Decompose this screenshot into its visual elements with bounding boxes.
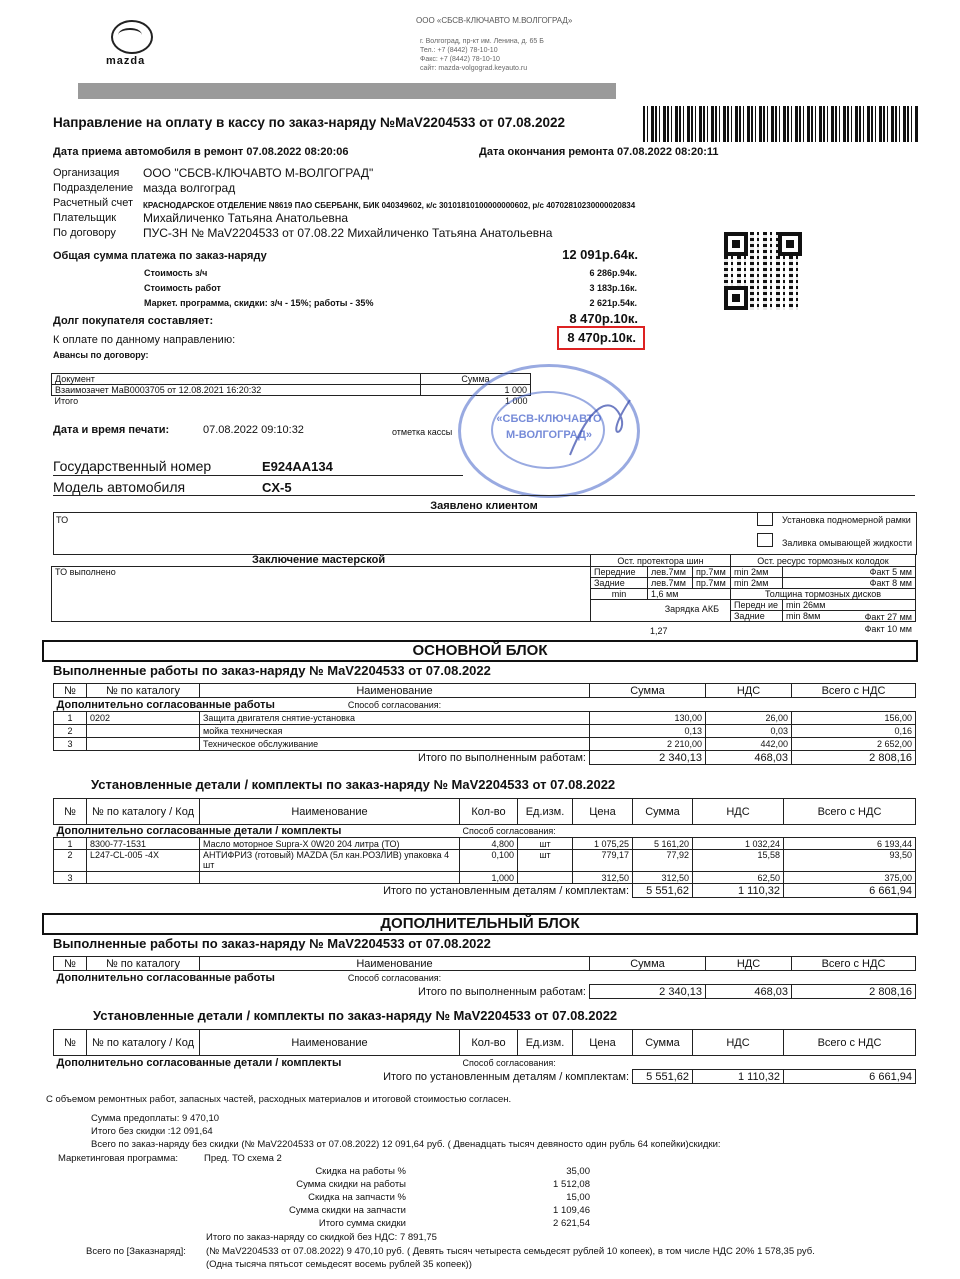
row-qty: 1,000 <box>460 872 518 884</box>
table-row <box>54 712 916 725</box>
col-unit: Ед.изм. <box>518 799 573 825</box>
row-sum: 77,92 <box>633 850 693 872</box>
extra-parts-title: Установленные детали / комплекты по заказ-наряду № MaV2204533 от 07.08.2022 <box>93 1008 618 1023</box>
prepay-text: Сумма предоплаты: 9 470,10 <box>91 1113 220 1124</box>
qr-corner-icon <box>724 232 748 256</box>
row-total: 156,00 <box>792 712 916 725</box>
advances-table <box>51 373 531 407</box>
col-total: Всего с НДС <box>784 1030 916 1056</box>
info-value: ПУС-ЗН № MaV2204533 от 07.08.22 Михайличенко Татьяна Анатольевна <box>143 226 553 240</box>
total-no-discount-text: Всего по заказ-наряду без скидки (№ MaV2204533 от 07.08.2022) 12 091,64 руб. ( Двенадцать тысяч девяносто один рубль 64 копейки)скидки: <box>91 1139 721 1150</box>
info-row <box>53 166 813 181</box>
main-works-title: Выполненные работы по заказ-наряду № MaV2204533 от 07.08.2022 <box>53 663 491 678</box>
disc-front-label: Передн ие <box>731 600 783 611</box>
col-number: № <box>54 799 87 825</box>
model-value: CX-5 <box>262 480 292 495</box>
col-sum: Сумма <box>590 957 706 971</box>
date-finished: Дата окончания ремонта 07.08.2022 08:20:11 <box>479 146 719 158</box>
parts-cost-label: Стоимость з/ч <box>144 268 208 278</box>
col-price: Цена <box>573 1030 633 1056</box>
disc-front-min: min 26мм <box>783 600 916 611</box>
stamp-line-1: «СБСВ-КЛЮЧАВТО <box>496 413 602 425</box>
workshop-title: Заключение мастерской <box>252 554 386 566</box>
check-frame-checkbox[interactable] <box>757 512 773 526</box>
extra-block-title: ДОПОЛНИТЕЛЬНЫЙ БЛОК <box>42 913 918 935</box>
info-value: КРАСНОДАРСКОЕ ОТДЕЛЕНИЕ N8619 ПАО СБЕРБАНК, БИК 040349602, к/с 30101810100000000602, р/с 40702810230000020834 <box>143 201 636 210</box>
marketing-value: Пред. ТО схема 2 <box>204 1153 282 1164</box>
row-name: АНТИФРИЗ (готовый) MAZDA (5л кан.РОЗЛИВ) упаковка 4 шт <box>200 850 460 872</box>
col-catalog: № по каталогу <box>87 684 200 698</box>
workshop-header-spacer <box>52 555 591 567</box>
extra-parts-total-all: 6 661,94 <box>784 1070 916 1084</box>
row-catalog: 8300-77-1531 <box>87 838 200 850</box>
discount-item-value: 1 109,46 <box>553 1205 590 1216</box>
list-item <box>200 1178 592 1191</box>
company-site: сайт: mazda-volgograd.keyauto.ru <box>420 65 528 72</box>
row-vat: 15,58 <box>693 850 784 872</box>
extra-works-table <box>53 956 916 999</box>
col-sum: Сумма <box>633 1030 693 1056</box>
advances-header-doc: Документ <box>52 374 421 385</box>
company-address: г. Волгоград, пр-кт им. Ленина, д. 65 Б <box>420 38 544 45</box>
discounted-no-vat: Итого по заказ-наряду со скидкой без НДС: 7 891,75 <box>206 1232 437 1243</box>
parts-cost-value: 6 286р.94к. <box>589 268 637 278</box>
check-frame-label: Установка подномерной рамки <box>782 515 911 525</box>
col-total: Всего с НДС <box>784 799 916 825</box>
discount-item-label: Итого сумма скидки <box>318 1218 406 1229</box>
agreement-text: С объемом ремонтных работ, запасных частей, расходных материалов и итоговой стоимостью согласен. <box>46 1094 512 1105</box>
mazda-wing-icon <box>118 28 142 42</box>
advances-row-doc: Взаимозачет MaB0003705 от 12.08.2021 16:20:32 <box>52 385 421 396</box>
agreed-works-spacer <box>590 698 916 712</box>
company-phone: Тел.: +7 (8442) 78-10-10 <box>420 47 498 54</box>
extra-parts-total-sum: 5 551,62 <box>633 1070 693 1084</box>
front-label: Передние <box>591 567 648 578</box>
tread-min-label: min <box>591 589 648 600</box>
discount-item-value: 15,00 <box>566 1192 590 1203</box>
info-row <box>53 196 813 211</box>
col-name: Наименование <box>200 957 590 971</box>
main-block-title: ОСНОВНОЙ БЛОК <box>42 640 918 662</box>
discount-item-value: 2 621,54 <box>553 1218 590 1229</box>
col-price: Цена <box>573 799 633 825</box>
row-catalog: L247-CL-005 -4X <box>87 850 200 872</box>
table-row <box>54 725 916 738</box>
main-parts-total-all: 6 661,94 <box>784 884 916 898</box>
print-value: 07.08.2022 09:10:32 <box>203 424 304 436</box>
main-works-total-vat: 468,03 <box>706 751 792 765</box>
advances-total-sum: 1 000 <box>504 396 528 407</box>
signature-icon <box>560 385 640 465</box>
col-vat: НДС <box>693 799 784 825</box>
col-number: № <box>54 957 87 971</box>
akb-value: 1,27 <box>650 626 668 636</box>
col-qty: Кол-во <box>460 799 518 825</box>
col-total: Всего с НДС <box>792 957 916 971</box>
brake-rear-fact: Факт 8 мм <box>783 578 916 589</box>
main-parts-total-label: Итого по установленным деталям / комплектам: <box>383 884 629 897</box>
row-vat: 1 032,24 <box>693 838 784 850</box>
row-price: 779,17 <box>573 850 633 872</box>
row-total: 2 652,00 <box>792 738 916 751</box>
col-number: № <box>54 684 87 698</box>
col-catalog: № по каталогу / Код <box>87 1030 200 1056</box>
tread-front-right: пр.7мм <box>693 567 731 578</box>
list-item <box>200 1204 592 1217</box>
row-name: Защита двигателя снятие-установка <box>200 712 590 725</box>
check-washer-label: Заливка омывающей жидкости <box>782 538 913 548</box>
final-label: Всего по [Заказнаряд]: <box>86 1246 186 1257</box>
main-works-total-label: Итого по выполненным работам: <box>418 751 586 764</box>
extra-works-total-sum: 2 340,13 <box>590 985 706 999</box>
model-label: Модель автомобиля <box>53 479 186 495</box>
main-works-table <box>53 683 916 765</box>
qr-code-icon <box>724 232 802 310</box>
discount-value: 2 621р.54к. <box>589 298 637 308</box>
row-vat: 442,00 <box>706 738 792 751</box>
disc-rear-fact: Факт 10 мм <box>864 624 912 634</box>
brake-title: Ост. ресурс тормозных колодок <box>731 555 916 567</box>
client-text: ТО <box>56 515 69 525</box>
row-catalog <box>87 725 200 738</box>
tread-rear-left: лев.7мм <box>648 578 693 589</box>
list-item <box>200 1217 592 1230</box>
row-catalog: 0202 <box>87 712 200 725</box>
company-small: ООО «СБСВ-КЛЮЧАВТО М.ВОЛГОГРАД» <box>416 16 573 25</box>
col-name: Наименование <box>200 799 460 825</box>
row-name: Техническое обслуживание <box>200 738 590 751</box>
brake-rear-min: min 2мм <box>731 578 783 589</box>
col-vat: НДС <box>706 684 792 698</box>
advances-total-label: Итого <box>54 396 79 407</box>
disc-front-fact: Факт 27 мм <box>864 612 912 622</box>
main-parts-table <box>53 798 916 898</box>
brand-name: mazda <box>106 55 146 67</box>
col-vat: НДС <box>706 957 792 971</box>
extra-parts-total-vat: 1 110,32 <box>693 1070 784 1084</box>
main-parts-title: Установленные детали / комплекты по заказ-наряду № MaV2204533 от 07.08.2022 <box>91 777 616 792</box>
row-vat: 0,03 <box>706 725 792 738</box>
row-unit: шт <box>518 838 573 850</box>
row-number: 3 <box>54 738 87 751</box>
brake-front-fact: Факт 5 мм <box>783 567 916 578</box>
disc-rear-label: Задние <box>731 611 783 622</box>
info-label: По договору <box>53 227 116 239</box>
extra-works-total-vat: 468,03 <box>706 985 792 999</box>
info-block <box>53 166 813 241</box>
info-row <box>53 226 813 241</box>
row-sum: 2 210,00 <box>590 738 706 751</box>
tread-min-value: 1,6 мм <box>648 589 731 600</box>
agreed-works-label: Дополнительно согласованные работы <box>56 698 275 711</box>
row-name: Масло моторное Supra-X 0W20 204 литра (ТО) <box>200 838 460 850</box>
discount-item-label: Скидка на работы % <box>315 1166 406 1177</box>
main-parts-total-sum: 5 551,62 <box>633 884 693 898</box>
advances-row-sum: 1 000 <box>421 385 531 396</box>
print-label: Дата и время печати: <box>53 424 170 436</box>
extra-works-total-label: Итого по выполненным работам: <box>418 985 586 998</box>
tread-rear-right: пр.7мм <box>693 578 731 589</box>
info-value: ООО "СБСВ-КЛЮЧАВТО М-ВОЛГОГРАД" <box>143 166 374 180</box>
qr-corner-icon <box>778 232 802 256</box>
discount-label: Маркет. программа, скидки: з/ч - 15%; работы - 35% <box>144 298 374 308</box>
row-number: 1 <box>54 712 87 725</box>
final-line-1: (№ MaV2204533 от 07.08.2022) 9 470,10 руб. ( Девять тысяч четыреста семьдесят рублей 10 копеек), в том числе НДС 20% 1 578,35 руб. <box>206 1246 815 1257</box>
total-label: Общая сумма платежа по заказ-наряду <box>53 250 267 262</box>
document-title: Направление на оплату в кассу по заказ-наряду №MaV2204533 от 07.08.2022 <box>53 115 565 130</box>
row-total: 6 193,44 <box>784 838 916 850</box>
row-sum: 312,50 <box>633 872 693 884</box>
extra-works-title: Выполненные работы по заказ-наряду № MaV2204533 от 07.08.2022 <box>53 936 491 951</box>
row-number: 2 <box>54 850 87 872</box>
main-works-total-sum: 2 340,13 <box>590 751 706 765</box>
advances-header-sum: Сумма <box>421 374 531 385</box>
main-works-total-all: 2 808,16 <box>792 751 916 765</box>
row-price: 312,50 <box>573 872 633 884</box>
table-row <box>54 838 916 850</box>
debt-value: 8 470р.10к. <box>569 311 638 326</box>
row-sum: 130,00 <box>590 712 706 725</box>
table-row <box>54 850 916 872</box>
row-name: мойка техническая <box>200 725 590 738</box>
row-catalog <box>87 872 200 884</box>
info-label: Подразделение <box>53 182 134 194</box>
row-unit: шт <box>518 850 573 872</box>
extra-works-total-all: 2 808,16 <box>792 985 916 999</box>
row-sum: 5 161,20 <box>633 838 693 850</box>
col-number: № <box>54 1030 87 1056</box>
col-sum: Сумма <box>590 684 706 698</box>
row-number: 2 <box>54 725 87 738</box>
table-row <box>54 872 916 884</box>
stamp-line-2: М-ВОЛГОГРАД» <box>505 429 593 441</box>
discount-item-label: Сумма скидки на запчасти <box>289 1205 406 1216</box>
plate-underline <box>53 475 463 476</box>
header-grey-bar <box>78 83 616 99</box>
info-value: мазда волгоград <box>143 181 236 195</box>
approval-method: Способ согласования: <box>462 1057 556 1068</box>
row-sum: 0,13 <box>590 725 706 738</box>
info-value: Михайличенко Татьяна Анатольевна <box>143 211 349 225</box>
row-name <box>200 872 460 884</box>
discount-item-label: Скидка на запчасти % <box>308 1192 406 1203</box>
info-label: Плательщик <box>53 212 117 224</box>
cash-mark-label: отметка кассы <box>392 427 453 437</box>
brake-front-min: min 2мм <box>731 567 783 578</box>
info-label: Организация <box>53 167 120 179</box>
works-cost-label: Стоимость работ <box>144 283 221 293</box>
info-row <box>53 211 813 226</box>
debt-label: Долг покупателя составляет: <box>53 315 214 327</box>
company-fax: Факс: +7 (8442) 78-10-10 <box>420 56 500 63</box>
tread-title: Ост. протектора шин <box>591 555 731 567</box>
row-price: 1 075,25 <box>573 838 633 850</box>
col-vat: НДС <box>693 1030 784 1056</box>
col-unit: Ед.изм. <box>518 1030 573 1056</box>
tread-front-left: лев.7мм <box>648 567 693 578</box>
row-number: 1 <box>54 838 87 850</box>
akb-cell <box>591 600 731 622</box>
discount-item-value: 35,00 <box>566 1166 590 1177</box>
row-unit <box>518 872 573 884</box>
col-catalog: № по каталогу / Код <box>87 799 200 825</box>
col-sum: Сумма <box>633 799 693 825</box>
disc-rear-min: min 8мм <box>783 611 916 622</box>
agreed-parts-spacer <box>633 825 916 838</box>
row-catalog <box>87 738 200 751</box>
approval-method: Способ согласования: <box>347 972 442 983</box>
agreed-parts-label: Дополнительно согласованные детали / комплекты <box>56 825 342 837</box>
pay-value: 8 470р.10к. <box>567 330 636 345</box>
approval-method: Способ согласования: <box>462 826 556 836</box>
col-name: Наименование <box>200 684 590 698</box>
discount-item-label: Сумма скидки на работы <box>296 1179 406 1190</box>
row-total: 375,00 <box>784 872 916 884</box>
pay-label: К оплате по данному направлению: <box>53 334 236 346</box>
row-vat: 26,00 <box>706 712 792 725</box>
plate-value: Е924АА134 <box>262 459 333 474</box>
works-cost-value: 3 183р.16к. <box>589 283 637 293</box>
total-value: 12 091р.64к. <box>562 247 638 262</box>
row-number: 3 <box>54 872 87 884</box>
agreed-works-spacer <box>590 971 916 985</box>
row-vat: 62,50 <box>693 872 784 884</box>
disc-title: Толщина тормозных дисков <box>731 589 916 600</box>
akb-label: Зарядка АКБ <box>664 604 719 614</box>
row-qty: 4,800 <box>460 838 518 850</box>
table-row <box>54 738 916 751</box>
discounts-list <box>200 1165 592 1230</box>
main-parts-total-vat: 1 110,32 <box>693 884 784 898</box>
agreed-parts-label: Дополнительно согласованные детали / комплекты <box>56 1056 342 1069</box>
no-discount-text: Итого без скидки :12 091,64 <box>91 1126 213 1137</box>
col-total: Всего с НДС <box>792 684 916 698</box>
list-item <box>200 1191 592 1204</box>
barcode-icon <box>643 106 918 142</box>
qr-corner-icon <box>724 286 748 310</box>
row-total: 0,16 <box>792 725 916 738</box>
plate-label: Государственный номер <box>53 458 212 474</box>
col-qty: Кол-во <box>460 1030 518 1056</box>
final-line-2: (Одна тысяча пятьсот семьдесят восемь рублей 35 копеек)) <box>206 1259 472 1270</box>
agreed-parts-spacer <box>633 1056 916 1070</box>
client-title: Заявлено клиентом <box>430 500 538 512</box>
row-qty: 0,100 <box>460 850 518 872</box>
advances-label: Авансы по договору: <box>53 350 149 360</box>
approval-method: Способ согласования: <box>347 699 442 710</box>
info-label: Расчетный счет <box>53 197 134 209</box>
info-row <box>53 181 813 196</box>
extra-parts-total-label: Итого по установленным деталям / комплектам: <box>383 1070 629 1083</box>
extra-parts-table <box>53 1029 916 1084</box>
model-underline <box>53 495 915 496</box>
rear-label: Задние <box>591 578 648 589</box>
agreed-works-label: Дополнительно согласованные работы <box>56 971 275 984</box>
list-item <box>200 1165 592 1178</box>
date-received: Дата приема автомобиля в ремонт 07.08.2022 08:20:06 <box>53 146 349 158</box>
discount-item-value: 1 512,08 <box>553 1179 590 1190</box>
company-contacts <box>420 37 544 73</box>
col-catalog: № по каталогу <box>87 957 200 971</box>
marketing-label: Маркетинговая программа: <box>58 1153 178 1164</box>
col-name: Наименование <box>200 1030 460 1056</box>
workshop-text: ТО выполнено <box>52 567 591 622</box>
row-total: 93,50 <box>784 850 916 872</box>
check-washer-checkbox[interactable] <box>757 533 773 547</box>
